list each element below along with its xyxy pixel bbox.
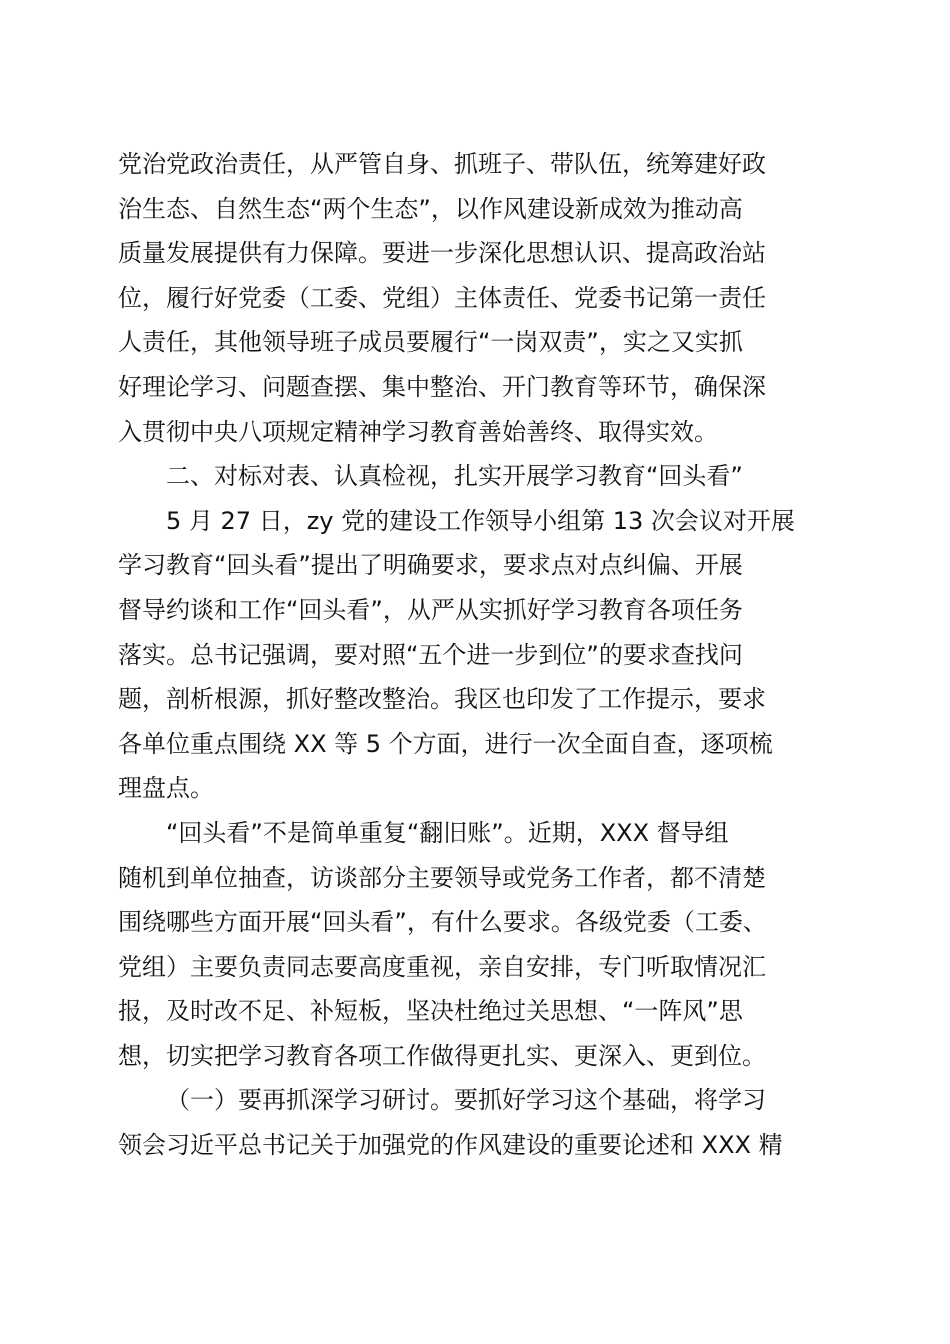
text-line: 落实。总书记强调，要对照“五个进一步到位”的要求查找问 (118, 640, 743, 669)
text-line: 5 月 27 日，zy 党的建设工作领导小组第 13 次会议对开展 (166, 506, 795, 535)
text-line: 位，履行好党委（工委、党组）主体责任、党委书记第一责任 (118, 283, 766, 312)
text-line: 围绕哪些方面开展“回头看”，有什么要求。各级党委（工委、 (118, 908, 767, 937)
text-line: 督导约谈和工作“回头看”，从严从实抓好学习教育各项任务 (118, 595, 743, 624)
text-line: 人责任，其他领导班子成员要履行“一岗双责”，实之又实抓 (118, 328, 743, 357)
text-line: 各单位重点围绕 XX 等 5 个方面，进行一次全面自查，逐项梳 (118, 729, 773, 758)
section-heading: 二、对标对表、认真检视，扎实开展学习教育“回头看” (166, 462, 743, 491)
text-line: 报，及时改不足、补短板，坚决杜绝过关思想、“一阵风”思 (118, 997, 743, 1026)
text-line: （一）要再抓深学习研讨。要抓好学习这个基础，将学习 (166, 1086, 766, 1115)
text-line: 质量发展提供有力保障。要进一步深化思想认识、提高政治站 (118, 239, 766, 268)
text-line: 好理论学习、问题查摆、集中整治、开门教育等环节，确保深 (118, 372, 766, 401)
text-line: 党组）主要负责同志要高度重视，亲自安排，专门听取情况汇 (118, 952, 766, 981)
paragraph-may27 (118, 499, 830, 811)
text-line: “回头看”不是简单重复“翻旧账”。近期，XXX 督导组 (166, 818, 729, 847)
document-body (118, 142, 830, 1168)
text-line: 随机到单位抽查，访谈部分主要领导或党务工作者，都不清楚 (118, 863, 766, 892)
text-line: 题，剖析根源，抓好整改整治。我区也印发了工作提示，要求 (118, 685, 766, 714)
text-line: 入贯彻中央八项规定精神学习教育善始善终、取得实效。 (118, 417, 718, 446)
text-line: 想，切实把学习教育各项工作做得更扎实、更深入、更到位。 (118, 1041, 766, 1070)
text-line: 党治党政治责任，从严管自身、抓班子、带队伍，统筹建好政 (118, 150, 766, 178)
text-line: 学习教育“回头看”提出了明确要求，要求点对点纠偏、开展 (118, 551, 743, 580)
paragraph-continued (118, 142, 830, 454)
paragraph-huitoukan (118, 811, 830, 1079)
paragraph-item-1 (118, 1078, 830, 1167)
section-heading-2 (118, 454, 830, 499)
text-line: 领会习近平总书记关于加强党的作风建设的重要论述和 XXX 精 (118, 1131, 783, 1160)
text-line: 治生态、自然生态“两个生态”，以作风建设新成效为推动高 (118, 194, 743, 223)
text-line: 理盘点。 (118, 774, 214, 803)
